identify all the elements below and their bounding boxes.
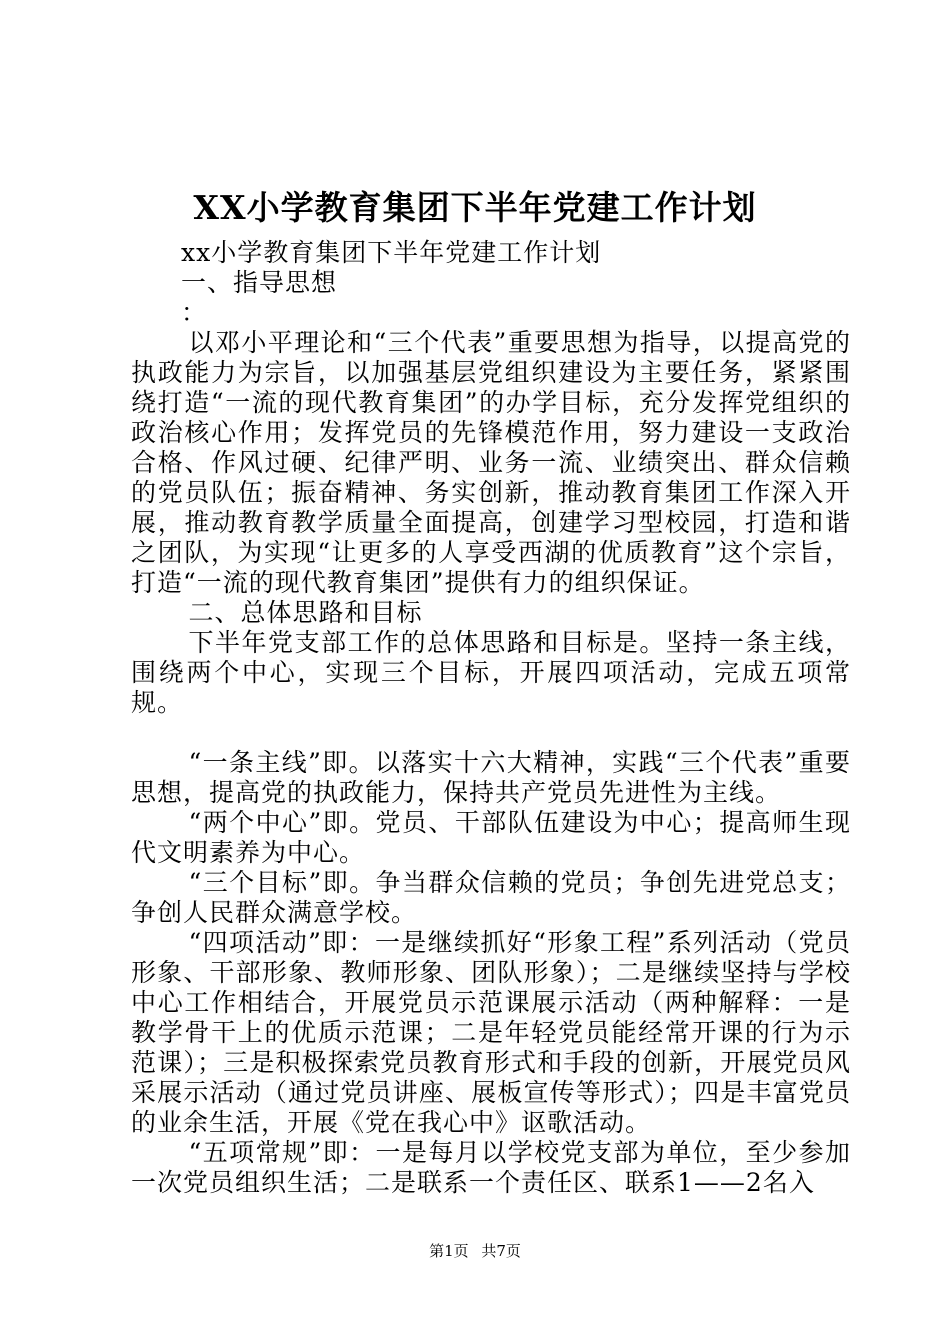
paragraph-spacer xyxy=(131,718,851,748)
page-number: 第1页 xyxy=(429,1242,469,1260)
page-footer xyxy=(0,1240,950,1262)
paragraph-one-mainline: “一条主线”即。以落实十六大精神，实践“三个代表”重要思想，提高党的执政能力，保持共产党员先进性为主线。 xyxy=(131,748,851,807)
paragraph-three-goals: “三个目标”即。争当群众信赖的党员；争创先进党总支；争创人民群众满意学校。 xyxy=(131,868,851,927)
section-heading-overall-goals: 二、总体思路和目标 xyxy=(188,598,423,627)
document-title: XX小学教育集团下半年党建工作计划 xyxy=(193,188,757,227)
paragraph-two-centers: “两个中心”即。党员、干部队伍建设为中心；提高师生现代文明素养为中心。 xyxy=(131,808,851,867)
subtitle-paragraph: xx小学教育集团下半年党建工作计划 xyxy=(181,238,602,267)
paragraph-guiding-thought: 以邓小平理论和“三个代表”重要思想为指导，以提高党的执政能力为宗旨，以加强基层党组织建设为主要任务，紧紧围绕打造“一流的现代教育集团”的办学目标，充分发挥党组织的政治核心作用；发挥党员的先锋模范作用，努力建设一支政治合格、作风过硬、纪律严明、业务一流、业绩突出、群众信赖的党员队伍；振奋精神、务实创新，推动教育集团工作深入开展，推动教育教学质量全面提高，创建学习型校园，打造和谐之团队，为实现“让更多的人享受西湖的优质教育”这个宗旨，打造“一流的现代教育集团”提供有力的组织保证。 xyxy=(131,328,851,597)
paragraph-four-activities: “四项活动”即：一是继续抓好“形象工程”系列活动（党员形象、干部形象、教师形象、团队形象）；二是继续坚持与学校中心工作相结合，开展党员示范课展示活动（两种解释：一是教学骨干上的优质示范课；二是年轻党员能经常开课的行为示范课）；三是积极探索党员教育形式和手段的创新，开展党员风采展示活动（通过党员讲座、展板宣传等形式）；四是丰富党员的业余生活，开展《党在我心中》讴歌活动。 xyxy=(131,928,851,1137)
colon-line: ： xyxy=(181,298,208,327)
page-total: 共7页 xyxy=(481,1242,521,1260)
document-body xyxy=(131,238,851,1198)
paragraph-overall-goals: 下半年党支部工作的总体思路和目标是。坚持一条主线，围绕两个中心，实现三个目标，开展四项活动，完成五项常规。 xyxy=(131,628,851,717)
paragraph-five-routines: “五项常规”即：一是每月以学校党支部为单位，至少参加一次党员组织生活；二是联系一个责任区、联系1——2名入 xyxy=(131,1138,851,1197)
section-heading-guiding-thought: 一、指导思想 xyxy=(181,268,338,297)
